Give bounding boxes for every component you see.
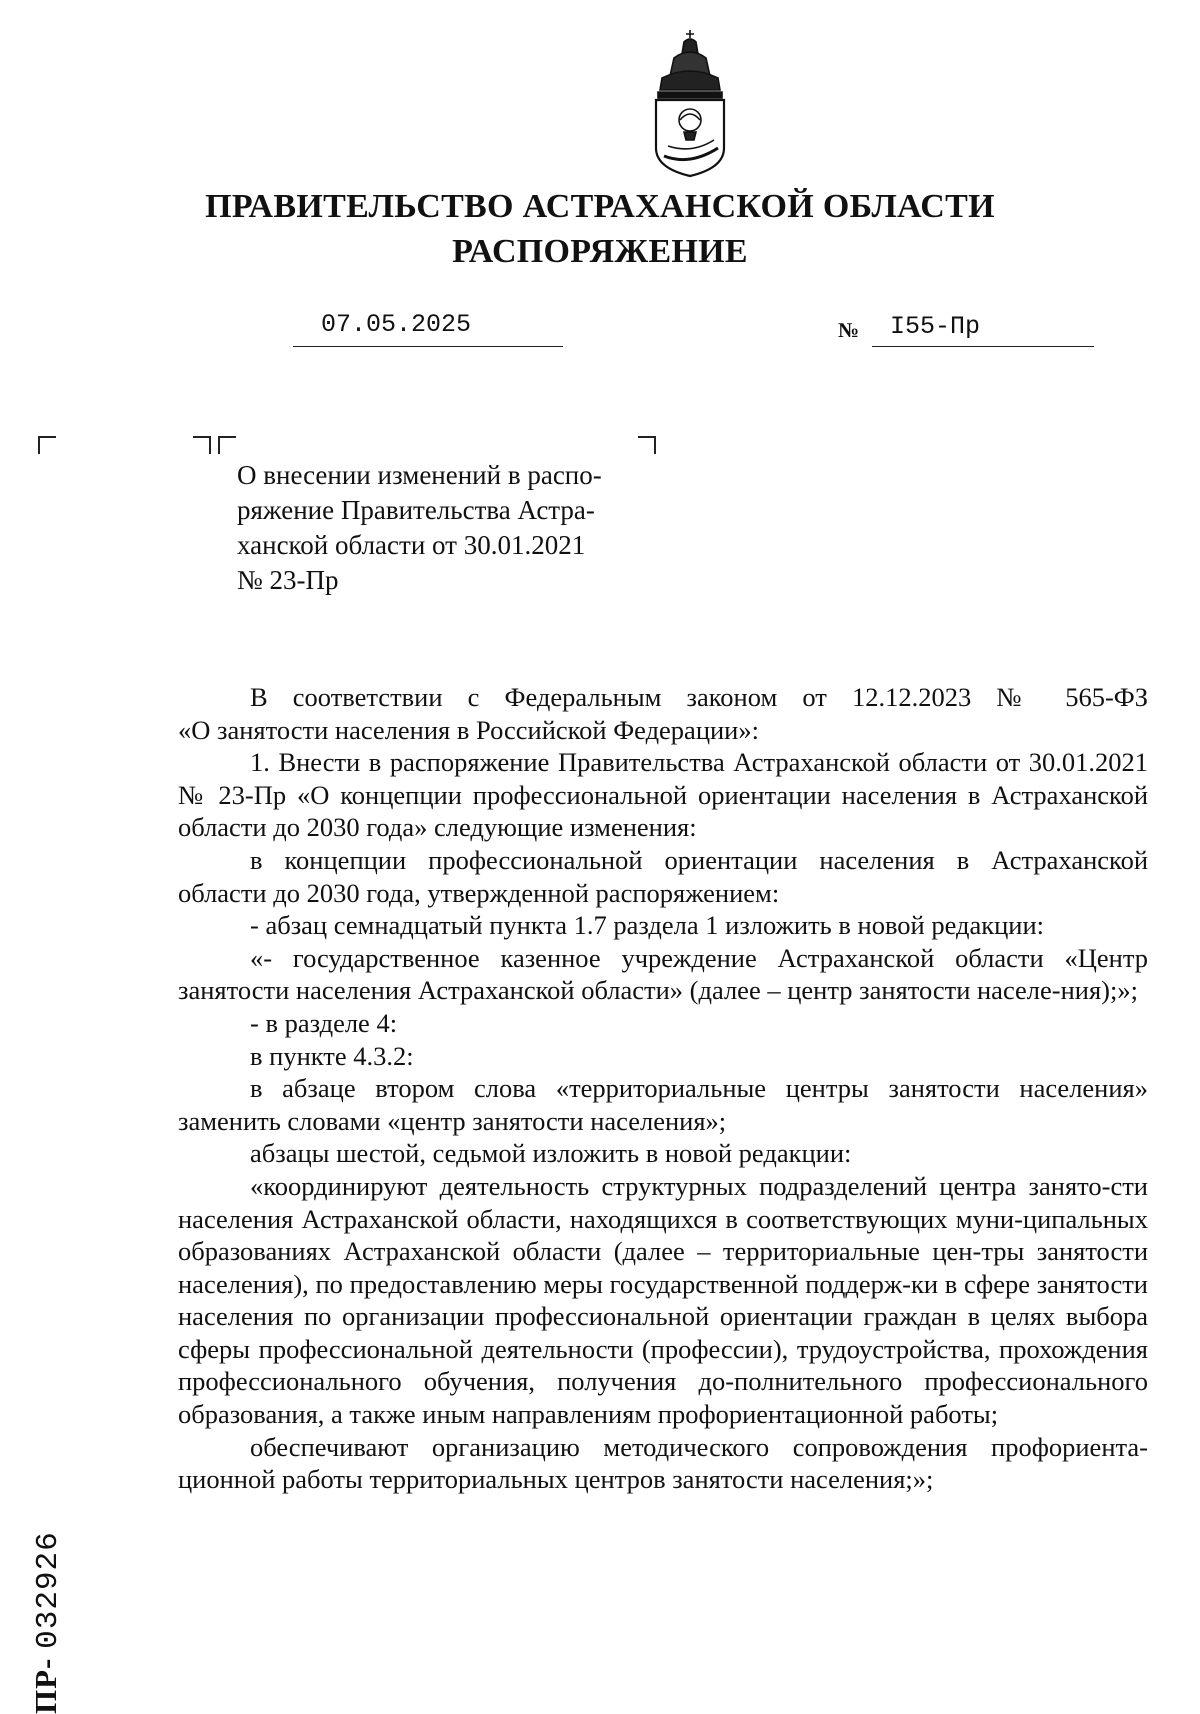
subject-line: ряжение Правительства Астра-	[237, 495, 595, 525]
document-number: I55-Пр	[890, 312, 981, 341]
paragraph: 1. Внести в распоряжение Правительства Астраханской области от 30.01.2021 № 23-Пр «О концепции профессиональной ориентации населения в Астраханской области до 2030 года» следующие изменения:	[178, 747, 1148, 843]
document-date: 07.05.2025	[321, 310, 472, 339]
date-field	[293, 306, 563, 347]
stamp-number: 032926	[31, 1531, 66, 1649]
paragraph: в пункте 4.3.2:	[250, 1040, 414, 1071]
paragraph: «- государственное казенное учреждение Астраханской области «Центр занятости населения Астраханской области» (далее – центр занятости населе-ния);»;	[178, 942, 1148, 1006]
coat-of-arms-emblem	[648, 28, 732, 178]
corner-mark-subject-close	[638, 436, 656, 454]
paragraph: «О занятости населения в Российской Федерации»:	[178, 714, 759, 745]
paragraph: В соответствии с Федеральным законом от 12.12.2023 № 565-ФЗ	[250, 682, 1148, 712]
corner-mark-left	[38, 436, 56, 454]
government-title: ПРАВИТЕЛЬСТВО АСТРАХАНСКОЙ ОБЛАСТИ	[205, 188, 995, 225]
subject-line: ханской области от 30.01.2021	[237, 530, 586, 560]
registration-stamp	[28, 1531, 66, 1714]
paragraph: обеспечивают организацию методического сопровождения профориента-ционной работы территориальных центров занятости населения;»;	[178, 1431, 1148, 1495]
paragraph: - абзац семнадцатый пункта 1.7 раздела 1 изложить в новой редакции:	[250, 910, 1045, 941]
document-type: РАСПОРЯЖЕНИЕ	[452, 233, 748, 270]
paragraph: «координируют деятельность структурных подразделений центра занято-сти населения Астраханской области, находящихся в соответствующих муни-ципальных образованиях Астраханской области (далее – территориальные цен-тры занятости населения), по предоставлению меры государственной поддерж-ки в сфере занятости населения по организации профессиональной ориентации граждан в целях выбора сферы профессиональной деятельности (профессии), трудоустройства, прохождения профессионального обучения, получения до-полнительного профессионального образования, а также иным направлениям профориентационной работы;	[178, 1170, 1148, 1430]
corner-mark-subject-open-right	[193, 436, 211, 454]
paragraph: в абзаце втором слова «территориальные центры занятости населения» заменить словами «центр занятости населения»;	[178, 1073, 1148, 1136]
paragraph: - в разделе 4:	[250, 1007, 398, 1038]
corner-mark-subject-open-left	[218, 436, 236, 454]
stamp-prefix: ПР-	[28, 1657, 63, 1714]
number-sign: №	[838, 318, 860, 342]
subject-line: № 23-Пр	[237, 565, 339, 595]
number-field	[872, 306, 1094, 347]
paragraph: в концепции профессиональной ориентации населения в Астраханской области до 2030 года, утвержденной распоряжением:	[178, 844, 1148, 908]
subject-block	[237, 458, 625, 598]
subject-line: О внесении изменений в распо-	[237, 460, 602, 490]
paragraph: абзацы шестой, седьмой изложить в новой редакции:	[250, 1138, 852, 1169]
document-body	[178, 681, 1148, 1496]
